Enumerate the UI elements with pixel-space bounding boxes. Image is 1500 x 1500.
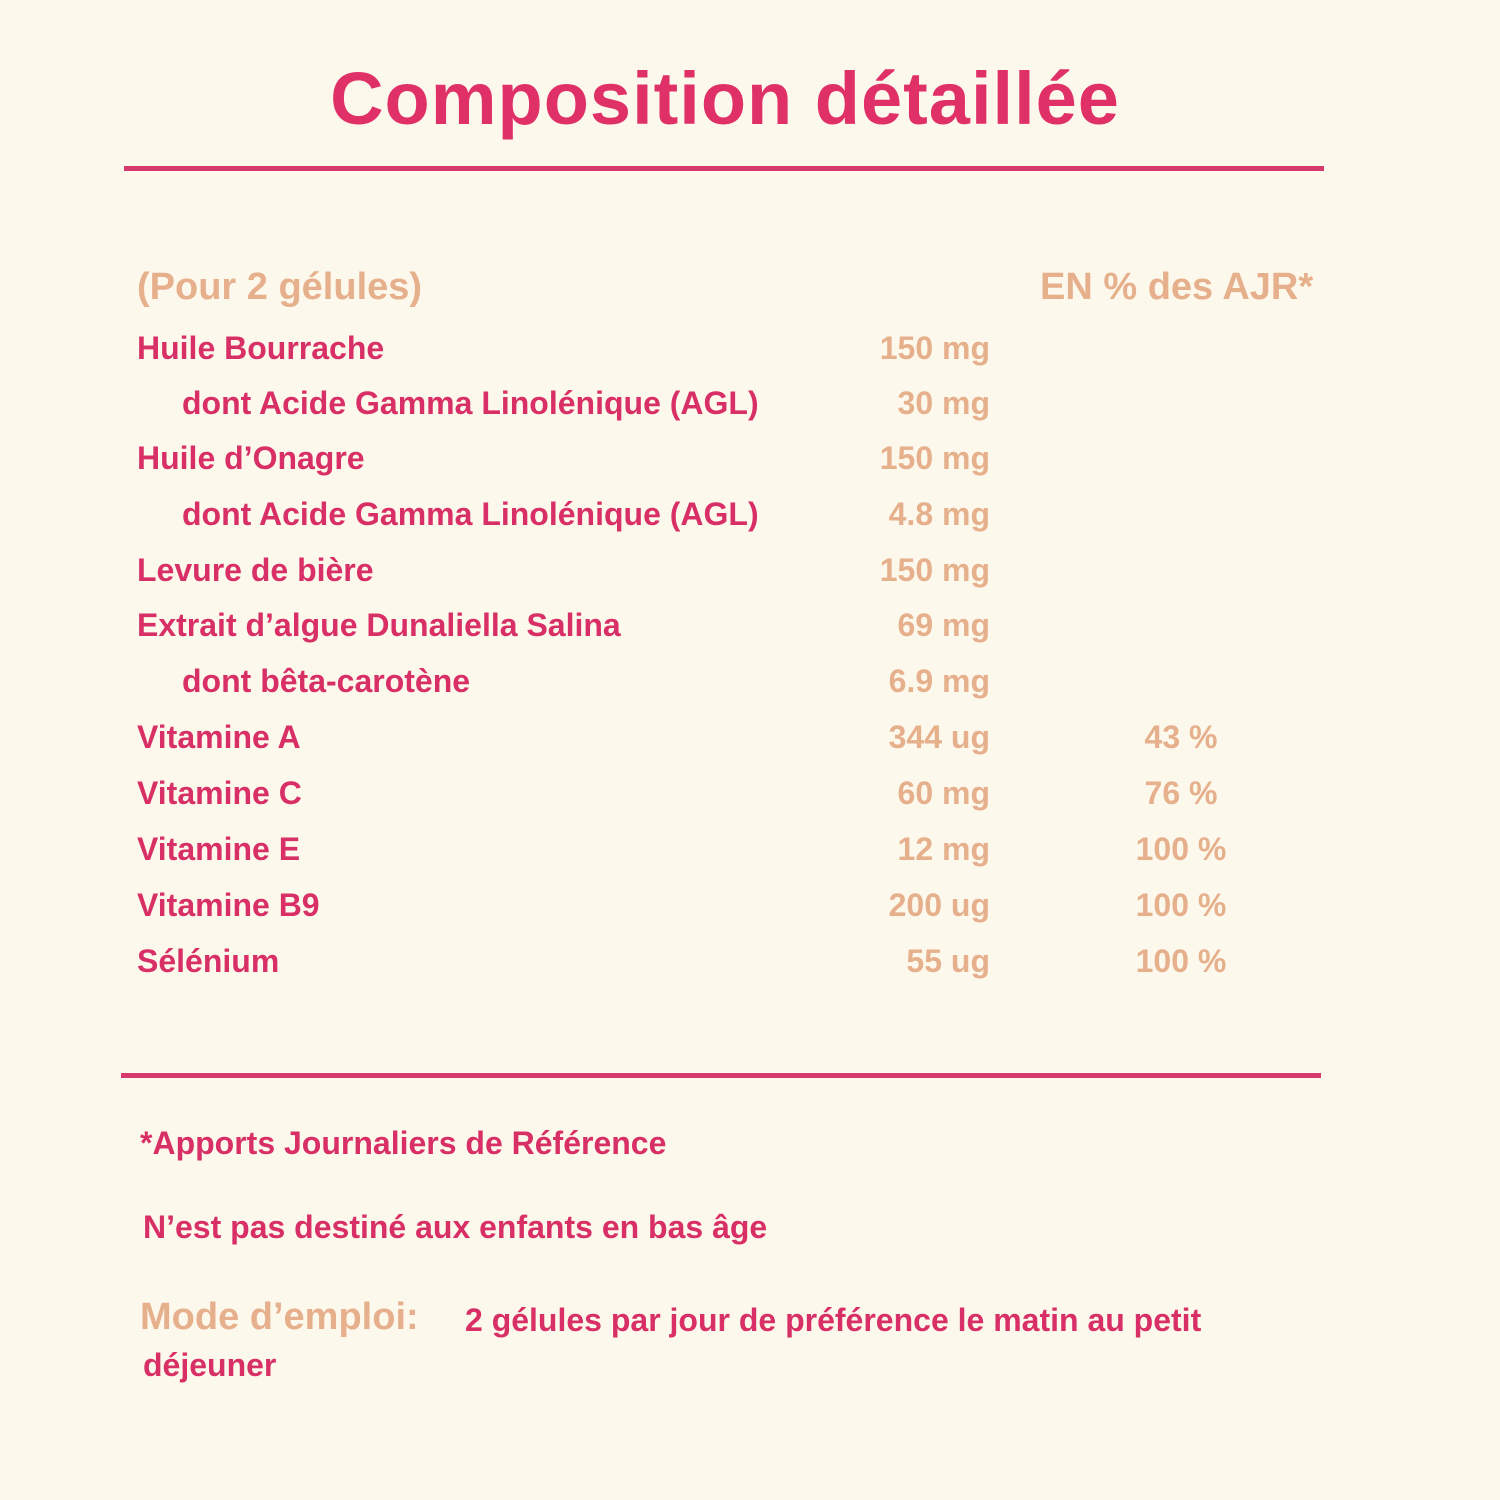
ingredient-name: Extrait d’algue Dunaliella Salina xyxy=(137,607,621,643)
table-row xyxy=(0,554,1500,602)
ingredient-name: Huile Bourrache xyxy=(137,330,385,366)
ingredient-ajr: 43 % xyxy=(1144,719,1218,755)
ingredient-amount: 150 mg xyxy=(879,440,990,476)
table-row xyxy=(0,721,1500,769)
table-row xyxy=(0,777,1500,825)
table-row xyxy=(0,442,1500,490)
ingredient-amount: 60 mg xyxy=(897,775,990,811)
ingredient-amount: 6.9 mg xyxy=(888,663,990,699)
ingredient-amount: 4.8 mg xyxy=(888,496,990,532)
ingredient-name: dont Acide Gamma Linolénique (AGL) xyxy=(182,385,759,421)
table-row xyxy=(0,945,1500,993)
table-row xyxy=(0,498,1500,546)
ingredient-amount: 69 mg xyxy=(897,607,990,643)
ingredient-name: Levure de bière xyxy=(137,552,374,588)
table-header-ajr: EN % des AJR* xyxy=(1040,266,1314,308)
table-row xyxy=(0,889,1500,937)
ingredient-amount: 150 mg xyxy=(879,552,990,588)
ingredient-ajr: 100 % xyxy=(1135,831,1227,867)
table-row xyxy=(0,332,1500,380)
table-row xyxy=(0,833,1500,881)
ingredient-name: Huile d’Onagre xyxy=(137,440,365,476)
ajr-footnote: *Apports Journaliers de Référence xyxy=(140,1125,667,1161)
ingredient-amount: 150 mg xyxy=(879,330,990,366)
usage-text: 2 gélules par jour de préférence le matin au petit déjeuner xyxy=(143,1302,1202,1383)
ingredient-amount: 200 ug xyxy=(888,887,990,923)
ingredient-name: Vitamine C xyxy=(137,775,302,811)
bottom-divider xyxy=(121,1073,1321,1078)
page-title: Composition détaillée xyxy=(330,57,1120,140)
table-row xyxy=(0,665,1500,713)
ingredient-name: dont Acide Gamma Linolénique (AGL) xyxy=(182,496,759,532)
ingredient-name: Vitamine A xyxy=(137,719,301,755)
table-row xyxy=(0,609,1500,657)
usage-label: Mode d’emploi: xyxy=(140,1296,419,1338)
ingredient-name: dont bêta-carotène xyxy=(182,663,471,699)
ingredient-amount: 55 ug xyxy=(906,943,990,979)
ingredient-amount: 12 mg xyxy=(897,831,990,867)
children-warning: N’est pas destiné aux enfants en bas âge xyxy=(143,1209,768,1245)
ingredient-name: Vitamine E xyxy=(137,831,301,867)
ingredient-name: Sélénium xyxy=(137,943,280,979)
ingredient-name: Vitamine B9 xyxy=(137,887,320,923)
ingredient-amount: 344 ug xyxy=(888,719,990,755)
table-row xyxy=(0,387,1500,435)
table-header-quantity: (Pour 2 gélules) xyxy=(137,266,423,308)
ingredient-ajr: 76 % xyxy=(1144,775,1218,811)
ingredient-ajr: 100 % xyxy=(1135,887,1227,923)
top-divider xyxy=(124,166,1324,171)
ingredient-amount: 30 mg xyxy=(897,385,990,421)
ingredient-ajr: 100 % xyxy=(1135,943,1227,979)
